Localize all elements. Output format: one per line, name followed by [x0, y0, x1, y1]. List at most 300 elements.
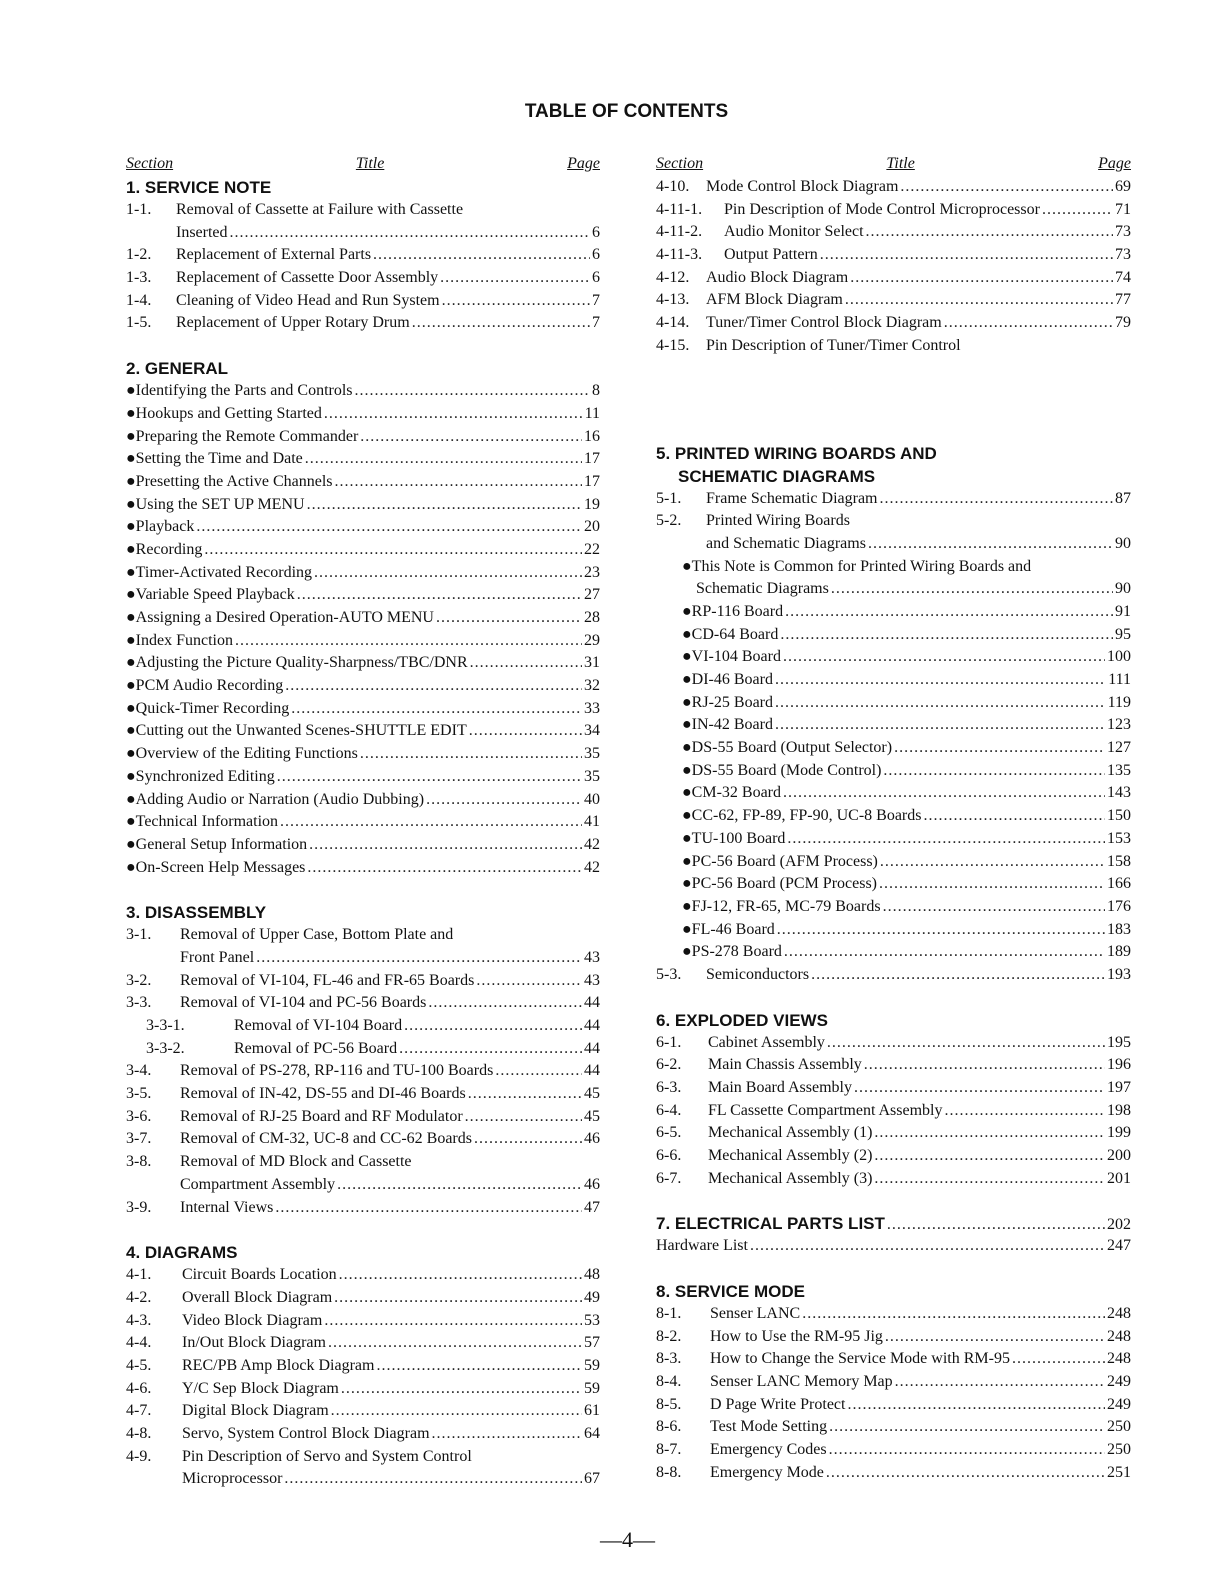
entry-number: 5-3. [656, 965, 682, 983]
leader-dots [894, 737, 1105, 760]
page-title: TABLE OF CONTENTS [524, 101, 729, 122]
entry-page: 248 [1107, 1350, 1131, 1368]
leader-dots [880, 488, 1114, 511]
entry-page: 7 [592, 291, 600, 309]
entry-page: 41 [584, 813, 600, 831]
entry-page: 29 [584, 631, 600, 649]
entry-number: 4-7. [126, 1402, 152, 1420]
entry-page: 135 [1107, 761, 1131, 779]
entry-page: 32 [584, 677, 600, 695]
toc-entry [656, 737, 1131, 760]
entry-title: ●Technical Information [126, 813, 279, 831]
leader-dots [204, 539, 582, 562]
entry-title: Cleaning of Video Head and Run System [176, 291, 440, 309]
entry-title: ●DS-55 Board (Output Selector) [682, 739, 893, 757]
entry-page: 8 [592, 382, 600, 400]
toc-entry [656, 760, 1131, 783]
toc-entry [126, 924, 600, 947]
entry-number: 6-5. [656, 1124, 682, 1142]
leader-dots [820, 244, 1113, 267]
entry-title: Hardware List [656, 1237, 748, 1255]
header-page: Page [567, 155, 600, 172]
entry-page: 127 [1107, 739, 1131, 757]
entry-page: 7 [592, 314, 600, 332]
entry-number: 4-1. [126, 1266, 152, 1284]
entry-title: How to Use the RM-95 Jig [710, 1327, 883, 1345]
toc-entry [126, 970, 600, 993]
leader-dots [883, 896, 1105, 919]
entry-page: 74 [1115, 268, 1131, 286]
toc-entry [656, 1054, 1131, 1077]
entry-number: 5-1. [656, 489, 682, 507]
entry-title: Senser LANC Memory Map [710, 1372, 893, 1390]
entry-title: Replacement of External Parts [176, 246, 372, 264]
section-heading: SCHEMATIC DIAGRAMS [678, 466, 876, 486]
entry-number: 4-3. [126, 1311, 152, 1329]
leader-dots [404, 1015, 582, 1038]
entry-title: Removal of CM-32, UC-8 and CC-62 Boards [180, 1130, 472, 1148]
toc-entry [126, 1038, 600, 1061]
entry-page: 46 [584, 1130, 600, 1148]
leader-dots [324, 1310, 582, 1333]
section-spacer [656, 1190, 1131, 1212]
entry-page: 53 [584, 1311, 600, 1329]
section-heading: 1. SERVICE NOTE [126, 178, 272, 197]
header-page: Page [1098, 155, 1131, 172]
toc-entry [656, 805, 1131, 828]
toc-entry [656, 782, 1131, 805]
entry-page: 6 [592, 269, 600, 287]
leader-dots [780, 624, 1113, 647]
toc-entry [126, 1083, 600, 1106]
leader-dots [280, 811, 582, 834]
entry-title: ●CD-64 Board [682, 625, 779, 643]
entry-page: 35 [584, 767, 600, 785]
toc-entry [656, 176, 1131, 199]
entry-page: 123 [1107, 716, 1131, 734]
toc-entry [126, 1151, 600, 1174]
leader-dots [879, 873, 1105, 896]
entry-title: Main Chassis Assembly [708, 1056, 862, 1074]
entry-number: 8-5. [656, 1395, 682, 1413]
section-heading: 3. DISASSEMBLY [126, 903, 267, 923]
entry-number: 6-1. [656, 1033, 682, 1051]
section-heading: 7. ELECTRICAL PARTS LIST [656, 1214, 885, 1234]
leader-dots [465, 1106, 582, 1129]
leader-dots [284, 1468, 582, 1491]
leader-dots [436, 607, 582, 630]
entry-number: 4-6. [126, 1379, 152, 1397]
leader-dots [339, 1264, 582, 1287]
toc-entry [126, 675, 600, 698]
entry-number: 1-4. [126, 291, 152, 309]
entry-title: Cabinet Assembly [708, 1033, 825, 1051]
toc-entry [656, 1168, 1131, 1191]
entry-title: Tuner/Timer Control Block Diagram [706, 314, 942, 332]
entry-page: 19 [584, 495, 600, 513]
column-header [656, 152, 1131, 176]
entry-number: 8-7. [656, 1440, 682, 1458]
leader-dots [314, 562, 582, 585]
leader-dots [802, 1303, 1105, 1326]
toc-entry [656, 533, 1131, 556]
entry-title: Inserted [176, 223, 228, 241]
toc-entry [656, 578, 1131, 601]
leader-dots [923, 805, 1105, 828]
entry-title: Compartment Assembly [180, 1175, 336, 1193]
entry-page: 42 [584, 835, 600, 853]
toc-entry [126, 1197, 600, 1220]
toc-entry [656, 1371, 1131, 1394]
toc-entry [656, 1394, 1131, 1417]
entry-title: ●PC-56 Board (PCM Process) [682, 875, 877, 893]
section-heading: 2. GENERAL [126, 359, 229, 379]
toc-entry [656, 1122, 1131, 1145]
entry-title: ●Setting the Time and Date [126, 450, 303, 468]
entry-page: 248 [1107, 1304, 1131, 1322]
entry-title: ●Adjusting the Picture Quality-Sharpness/TBC/DNR [126, 654, 468, 672]
entry-title: ●FL-46 Board [682, 920, 775, 938]
toc-entry [126, 1106, 600, 1129]
toc-entry [126, 766, 600, 789]
leader-dots [360, 426, 582, 449]
toc-entry [126, 992, 600, 1015]
entry-number: 3-3-2. [146, 1039, 185, 1057]
section-heading: 6. EXPLODED VIEWS [656, 1010, 828, 1030]
leader-dots [944, 312, 1113, 335]
toc-entry [656, 1212, 1131, 1235]
leader-dots [775, 669, 1106, 692]
entry-page: 11 [584, 404, 600, 422]
entry-page: 195 [1107, 1033, 1131, 1051]
entry-page: 57 [584, 1334, 600, 1352]
toc-entry [126, 1355, 600, 1378]
entry-title: Removal of VI-104 Board [234, 1017, 403, 1034]
leader-dots [469, 720, 582, 743]
entry-title: ●CM-32 Board [682, 784, 781, 802]
entry-page: 251 [1107, 1463, 1131, 1481]
leader-dots [750, 1235, 1105, 1258]
entry-page: 95 [1115, 625, 1131, 643]
header-title: Title [886, 155, 915, 172]
entry-title: ●PCM Audio Recording [126, 677, 284, 695]
toc-entry [656, 624, 1131, 647]
leader-dots [864, 1054, 1105, 1077]
entry-number: 5-2. [656, 512, 682, 530]
leader-dots [432, 1423, 582, 1446]
entry-title: Replacement of Cassette Door Assembly [176, 269, 439, 287]
leader-dots [442, 290, 590, 313]
leader-dots [885, 1326, 1105, 1349]
entry-title: Emergency Codes [710, 1440, 827, 1458]
entry-title: ●PS-278 Board [682, 943, 782, 961]
toc-entry [126, 1446, 600, 1469]
toc-entry [126, 1400, 600, 1423]
leader-dots [883, 760, 1105, 783]
toc-entry [126, 471, 600, 494]
toc-entry [126, 698, 600, 721]
entry-page: 44 [584, 1039, 600, 1057]
toc-entry [126, 811, 600, 834]
entry-number: 3-3-1. [146, 1017, 185, 1034]
toc-entry [126, 789, 600, 812]
entry-page: 248 [1107, 1327, 1131, 1345]
section-heading: 4. DIAGRAMS [126, 1243, 238, 1263]
entry-page: 202 [1107, 1216, 1131, 1234]
toc-entry [656, 1077, 1131, 1100]
leader-dots [495, 1060, 582, 1083]
entry-title: Mechanical Assembly (2) [708, 1147, 873, 1165]
entry-page: 143 [1107, 784, 1131, 802]
entry-number: 4-10. [656, 178, 690, 195]
leader-dots [775, 714, 1105, 737]
entry-title: Removal of MD Block and Cassette [180, 1153, 412, 1171]
toc-entry [656, 646, 1131, 669]
leader-dots [305, 448, 582, 471]
entry-page: 183 [1107, 920, 1131, 938]
leader-dots [291, 698, 582, 721]
toc-entry [656, 556, 1131, 579]
entry-number: 4-9. [126, 1447, 152, 1465]
leader-dots [468, 1083, 582, 1106]
page-number: —4— [600, 1527, 655, 1552]
entry-title: ●Preparing the Remote Commander [126, 427, 359, 445]
toc-entry [126, 267, 600, 290]
entry-number: 3-7. [126, 1130, 152, 1148]
entry-title: ●General Setup Information [126, 835, 308, 853]
leader-dots [277, 766, 582, 789]
entry-page: 90 [1115, 580, 1131, 598]
header-section: Section [656, 155, 704, 172]
toc-entry [126, 1060, 600, 1083]
entry-page: 198 [1107, 1101, 1131, 1119]
toc-entry [656, 244, 1131, 267]
section-spacer [126, 1219, 600, 1241]
toc-entry [656, 199, 1131, 222]
entry-title: ●PC-56 Board (AFM Process) [682, 852, 878, 870]
entry-title: Audio Block Diagram [706, 268, 849, 286]
entry-title: Internal Views [180, 1198, 274, 1216]
entry-title: In/Out Block Diagram [182, 1334, 326, 1352]
toc-entry [126, 834, 600, 857]
leader-dots [256, 947, 582, 970]
entry-number: 6-6. [656, 1147, 682, 1165]
leader-dots [1042, 199, 1113, 222]
leader-dots [355, 380, 590, 403]
entry-number: 8-4. [656, 1372, 682, 1390]
entry-number: 8-2. [656, 1327, 682, 1345]
entry-title: Audio Monitor Select [724, 223, 864, 241]
toc-entry [126, 244, 600, 267]
entry-page: 43 [584, 971, 600, 989]
section-spacer [656, 358, 1131, 442]
entry-number: 6-3. [656, 1079, 682, 1096]
entry-title: AFM Block Diagram [706, 291, 843, 309]
section-spacer [656, 987, 1131, 1009]
entry-title: ●This Note is Common for Printed Wiring Boards and [682, 557, 1032, 575]
leader-dots [470, 652, 582, 675]
leader-dots [230, 222, 590, 245]
entry-title: ●Index Function [126, 631, 233, 649]
toc-entry [656, 1416, 1131, 1439]
entry-page: 6 [592, 246, 600, 264]
entry-title: ●Quick-Timer Recording [126, 699, 290, 717]
entry-page: 42 [584, 858, 600, 876]
entry-title: Printed Wiring Boards [706, 512, 850, 530]
leader-dots [866, 221, 1113, 244]
entry-page: 22 [584, 540, 600, 558]
entry-page: 119 [1107, 693, 1131, 711]
entry-number: 4-11-2. [656, 223, 703, 241]
entry-page: 79 [1115, 314, 1131, 332]
entry-page: 247 [1107, 1237, 1131, 1255]
toc-entry [656, 221, 1131, 244]
entry-number: 4-11-1. [656, 200, 703, 218]
entry-title: ●RP-116 Board [682, 602, 784, 620]
entry-page: 59 [584, 1379, 600, 1397]
leader-dots [428, 992, 582, 1015]
entry-title: Emergency Mode [710, 1463, 824, 1481]
leader-dots [945, 1100, 1106, 1123]
toc-entry [126, 426, 600, 449]
leader-dots [412, 312, 590, 335]
entry-title: Removal of PS-278, RP-116 and TU-100 Boards [180, 1062, 494, 1080]
entry-page: 48 [584, 1266, 600, 1284]
entry-page: 150 [1107, 807, 1131, 825]
entry-page: 44 [584, 1017, 600, 1034]
toc-entry [656, 896, 1131, 919]
entry-title: Frame Schematic Diagram [706, 489, 878, 507]
entry-page: 64 [584, 1425, 600, 1442]
entry-page: 23 [584, 563, 600, 581]
toc-entry [656, 1032, 1131, 1055]
entry-title: Pin Description of Servo and System Control [182, 1447, 472, 1465]
toc-entry [126, 403, 600, 426]
entry-title: Front Panel [180, 948, 255, 966]
toc-entry [126, 584, 600, 607]
entry-title: Pin Description of Tuner/Timer Control [706, 336, 961, 354]
entry-title: Microprocessor [182, 1470, 283, 1488]
entry-title: Circuit Boards Location [182, 1266, 337, 1284]
leader-dots [426, 789, 582, 812]
leader-dots [331, 1400, 582, 1423]
entry-title: Removal of Cassette at Failure with Cassette [176, 201, 464, 218]
toc-entry [656, 828, 1131, 851]
leader-dots [1012, 1348, 1105, 1371]
leader-dots [811, 964, 1105, 987]
toc-entry [126, 947, 600, 970]
entry-page: 35 [584, 745, 600, 763]
entry-page: 34 [584, 722, 600, 740]
entry-title: Removal of IN-42, DS-55 and DI-46 Boards [180, 1085, 466, 1103]
entry-page: 193 [1107, 965, 1131, 983]
leader-dots [285, 675, 582, 698]
toc-entry [656, 335, 1131, 358]
toc-entry [656, 289, 1131, 312]
leader-dots [373, 244, 590, 267]
entry-page: 249 [1107, 1372, 1131, 1390]
header-title: Title [355, 155, 385, 172]
entry-page: 44 [584, 994, 600, 1012]
leader-dots [847, 1394, 1105, 1417]
entry-number: 1-3. [126, 269, 152, 287]
toc-entry [656, 510, 1131, 533]
entry-number: 6-2. [656, 1056, 682, 1074]
entry-title: ●Hookups and Getting Started [126, 404, 322, 422]
entry-number: 3-9. [126, 1198, 152, 1216]
toc-entry [126, 1423, 600, 1446]
toc-entry [656, 919, 1131, 942]
entry-number: 8-3. [656, 1350, 682, 1368]
toc-entry [656, 714, 1131, 737]
toc-list-right [656, 176, 1131, 1484]
entry-page: 69 [1115, 178, 1131, 195]
leader-dots [775, 692, 1106, 715]
leader-dots [854, 1077, 1105, 1100]
entry-page: 44 [584, 1062, 600, 1080]
entry-number: 8-8. [656, 1463, 682, 1481]
entry-title: Removal of Upper Case, Bottom Plate and [180, 926, 454, 944]
entry-page: 20 [584, 518, 600, 536]
leader-dots [337, 1174, 582, 1197]
leader-dots [307, 857, 582, 880]
entry-page: 61 [584, 1402, 600, 1420]
entry-number: 3-1. [126, 926, 152, 944]
entry-title: and Schematic Diagrams [706, 534, 866, 552]
entry-page: 59 [584, 1356, 600, 1374]
toc-entry [656, 488, 1131, 511]
toc-column-left [126, 152, 600, 1491]
toc-entry [656, 601, 1131, 624]
leader-dots [297, 584, 582, 607]
entry-page: 91 [1115, 602, 1131, 620]
entry-title: Replacement of Upper Rotary Drum [176, 314, 410, 332]
entry-number: 4-2. [126, 1288, 152, 1306]
entry-title: Servo, System Control Block Diagram [182, 1425, 430, 1442]
leader-dots [785, 601, 1113, 624]
toc-entry [126, 857, 600, 880]
toc-entry [126, 1310, 600, 1333]
toc-entry [656, 267, 1131, 290]
entry-title: ●TU-100 Board [682, 829, 786, 847]
entry-page: 199 [1107, 1124, 1131, 1142]
leader-dots [868, 533, 1113, 556]
entry-title: ●CC-62, FP-89, FP-90, UC-8 Boards [682, 807, 922, 825]
entry-title: ●Overview of the Editing Functions [126, 745, 358, 763]
entry-title: Removal of RJ-25 Board and RF Modulator [180, 1107, 463, 1125]
entry-number: 6-4. [656, 1101, 682, 1119]
entry-page: 45 [584, 1107, 600, 1125]
leader-dots [196, 516, 582, 539]
toc-entry [126, 1264, 600, 1287]
leader-dots [827, 1032, 1105, 1055]
entry-number: 4-13. [656, 291, 690, 309]
section-spacer [126, 335, 600, 357]
toc-entry [126, 630, 600, 653]
entry-page: 33 [584, 699, 600, 717]
entry-page: 200 [1107, 1147, 1131, 1165]
toc-entry [126, 1468, 600, 1491]
toc-entry [656, 1145, 1131, 1168]
entry-page: 43 [584, 948, 600, 966]
leader-dots [845, 289, 1113, 312]
leader-dots [399, 1038, 582, 1061]
leader-dots [787, 828, 1105, 851]
leader-dots [309, 834, 582, 857]
entry-page: 176 [1107, 897, 1131, 915]
entry-page: 40 [584, 790, 600, 808]
entry-number: 1-5. [126, 314, 152, 332]
